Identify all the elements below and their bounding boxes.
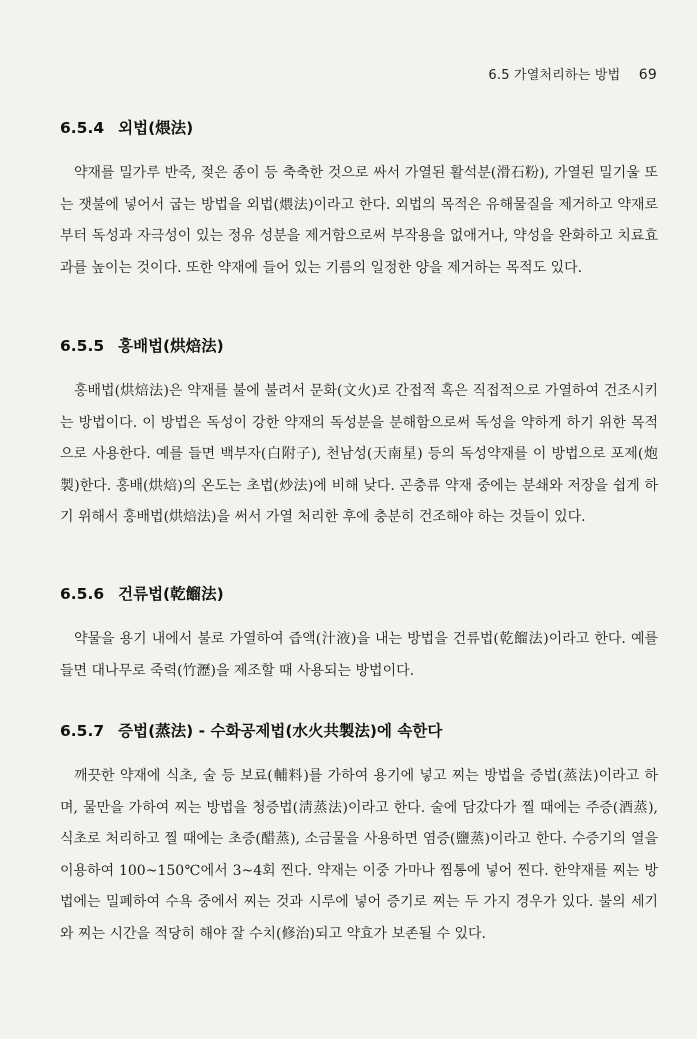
section-6-5-7 <box>60 719 658 950</box>
section-body: 약재를 밀가루 반죽, 젖은 종이 등 축축한 것으로 싸서 가열된 활석분(滑石粉), 가열된 밀기울 또는 잿불에 넣어서 굽는 방법을 외법(煨法)이라고 한다. 외법의 목적은 유해물질을 제거하고 약재로부터 독성과 자극성이 있는 정유 성분을 제거함으로써 부작용을 없애거나, 약성을 완화하고 치료효과를 높이는 것이다. 또한 약재에 들어 있는 기름의 일정한 양을 제거하는 목적도 있다. <box>60 165 658 276</box>
section-body: 깨끗한 약재에 식초, 술 등 보료(輔料)를 가하여 용기에 넣고 찌는 방법을 증법(蒸法)이라고 하며, 물만을 가하여 찌는 방법을 청증법(淸蒸法)이라고 한다. 술에 담갔다가 찔 때에는 주증(酒蒸), 식초로 처리하고 찔 때에는 초증(醋蒸), 소금물을 사용하면 염증(鹽蒸)이라고 한다. 수증기의 열을 이용하여 100~150℃에서 3~4회 찐다. 약재는 이중 가마나 찜통에 넣어 찐다. 한약재를 찌는 방법에는 밀폐하여 수욕 중에서 찌는 것과 시루에 넣어 증기로 찌는 두 가지 경우가 있다. 불의 세기와 찌는 시간을 적당히 해야 잘 수치(修治)되고 약효가 보존될 수 있다. <box>60 768 658 942</box>
section-title: 홍배법(烘焙法) <box>118 337 224 355</box>
section-title: 외법(煨法) <box>118 119 194 137</box>
section-6-5-4 <box>60 116 658 284</box>
section-body: 홍배법(烘焙法)은 약재를 불에 불려서 문화(文火)로 간접적 혹은 직접적으로 가열하여 건조시키는 방법이다. 이 방법은 독성이 강한 약재의 독성분을 분해함으로써 독성을 약하게 하기 위한 목적으로 사용한다. 예를 들면 백부자(白附子), 천남성(天南星) 등의 독성약재를 이 방법으로 포제(炮製)한다. 홍배(烘焙)의 온도는 초법(炒法)에 비해 낮다. 곤충류 약재 중에는 분쇄와 저장을 쉽게 하기 위해서 홍배법(烘焙法)을 써서 가열 처리한 후에 충분히 건조해야 하는 것들이 있다. <box>60 383 658 525</box>
section-number: 6.5.5 <box>60 337 105 355</box>
section-heading <box>60 719 658 741</box>
running-head <box>488 64 657 83</box>
running-head-section: 6.5 가열처리하는 방법 <box>488 68 621 83</box>
section-number: 6.5.7 <box>60 722 105 740</box>
section-heading <box>60 582 658 604</box>
section-6-5-6 <box>60 582 658 687</box>
section-heading <box>60 116 658 138</box>
section-6-5-5 <box>60 334 658 534</box>
section-number: 6.5.6 <box>60 585 105 603</box>
section-title: 증법(蒸法) - 수화공제법(水火共製法)에 속한다 <box>118 722 443 740</box>
section-title: 건류법(乾餾法) <box>118 585 224 603</box>
page-number: 69 <box>638 67 657 83</box>
section-heading <box>60 334 658 356</box>
section-number: 6.5.4 <box>60 119 105 137</box>
section-body: 약물을 용기 내에서 불로 가열하여 즙액(汁液)을 내는 방법을 건류법(乾餾法)이라고 한다. 예를 들면 대나무로 죽력(竹瀝)을 제조할 때 사용되는 방법이다. <box>60 631 658 679</box>
